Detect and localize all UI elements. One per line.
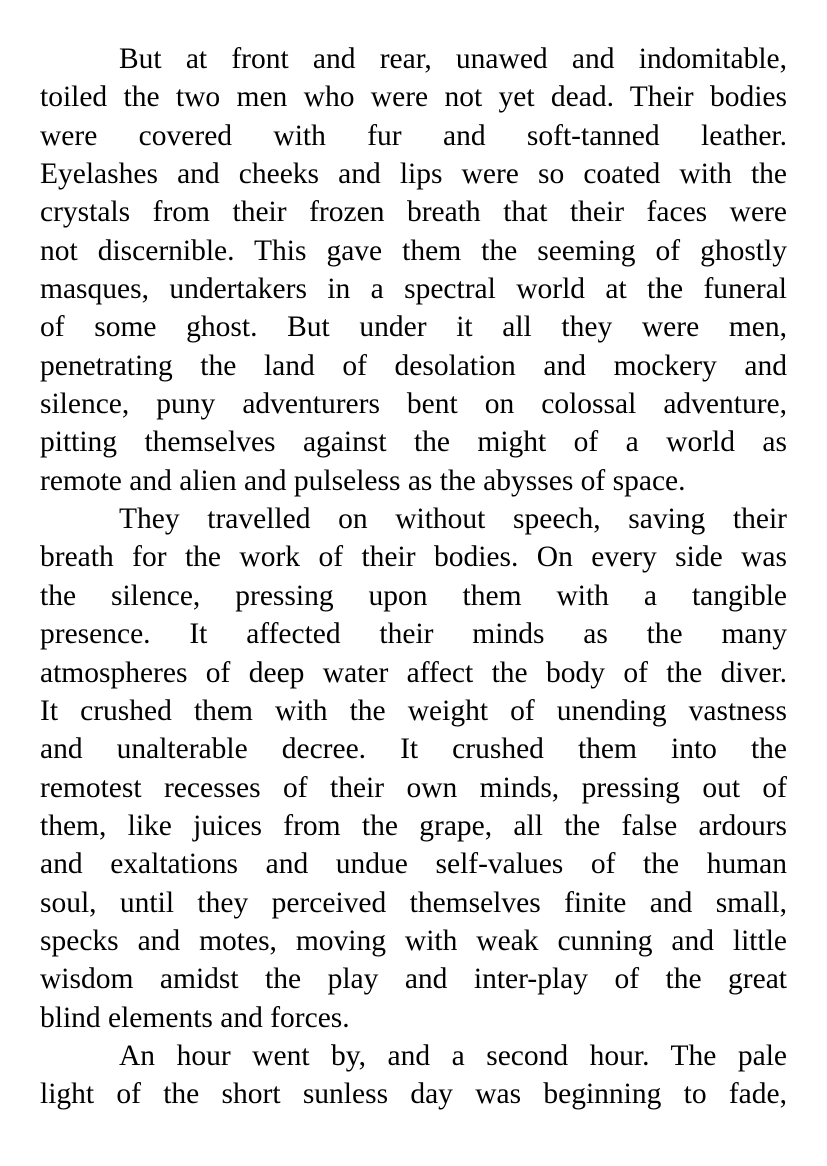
text-line: toiled the two men who were not yet dead. Their bodies: [40, 81, 787, 114]
text-line: penetrating the land of desolation and mockery and: [40, 349, 787, 382]
text-line: and unalterable decree. It crushed them into the: [40, 733, 787, 766]
text-line: presence. It affected their minds as the many: [40, 618, 787, 651]
text-line: were covered with fur and soft-tanned leather.: [40, 119, 787, 152]
document-page: [40, 40, 787, 1114]
text-line: remotest recesses of their own minds, pressing out of: [40, 771, 787, 804]
text-line: masques, undertakers in a spectral world at the funeral: [40, 273, 787, 306]
text-line: of some ghost. But under it all they were men,: [40, 311, 787, 344]
text-line: pitting themselves against the might of a world as: [40, 426, 787, 459]
text-line: An hour went by, and a second hour. The pale: [119, 1039, 787, 1072]
text-line: But at front and rear, unawed and indomitable,: [119, 43, 787, 75]
text-line: atmospheres of deep water affect the body of the diver.: [40, 656, 787, 689]
text-line: crystals from their frozen breath that their faces were: [40, 196, 787, 229]
text-line: them, like juices from the grape, all the false ardours: [40, 809, 787, 842]
text-line: silence, puny adventurers bent on colossal adventure,: [40, 388, 787, 421]
text-line: Eyelashes and cheeks and lips were so coated with the: [40, 158, 787, 191]
text-line: blind elements and forces.: [40, 1001, 350, 1034]
paragraph-2: [40, 500, 787, 1037]
paragraph-3: [40, 1037, 787, 1114]
text-line: wisdom amidst the play and inter-play of the great: [40, 963, 787, 996]
text-line: specks and motes, moving with weak cunning and little: [40, 924, 787, 957]
text-line: not discernible. This gave them the seeming of ghostly: [40, 234, 787, 267]
text-line: the silence, pressing upon them with a tangible: [40, 579, 787, 612]
text-line: light of the short sunless day was beginning to fade,: [40, 1078, 787, 1111]
text-line: remote and alien and pulseless as the abysses of space.: [40, 464, 686, 497]
text-line: They travelled on without speech, saving their: [119, 503, 787, 536]
text-line: It crushed them with the weight of unending vastness: [40, 694, 787, 727]
text-line: and exaltations and undue self-values of the human: [40, 848, 787, 881]
paragraph-1: [40, 40, 787, 500]
text-line: soul, until they perceived themselves finite and small,: [40, 886, 787, 919]
text-line: breath for the work of their bodies. On every side was: [40, 541, 787, 574]
